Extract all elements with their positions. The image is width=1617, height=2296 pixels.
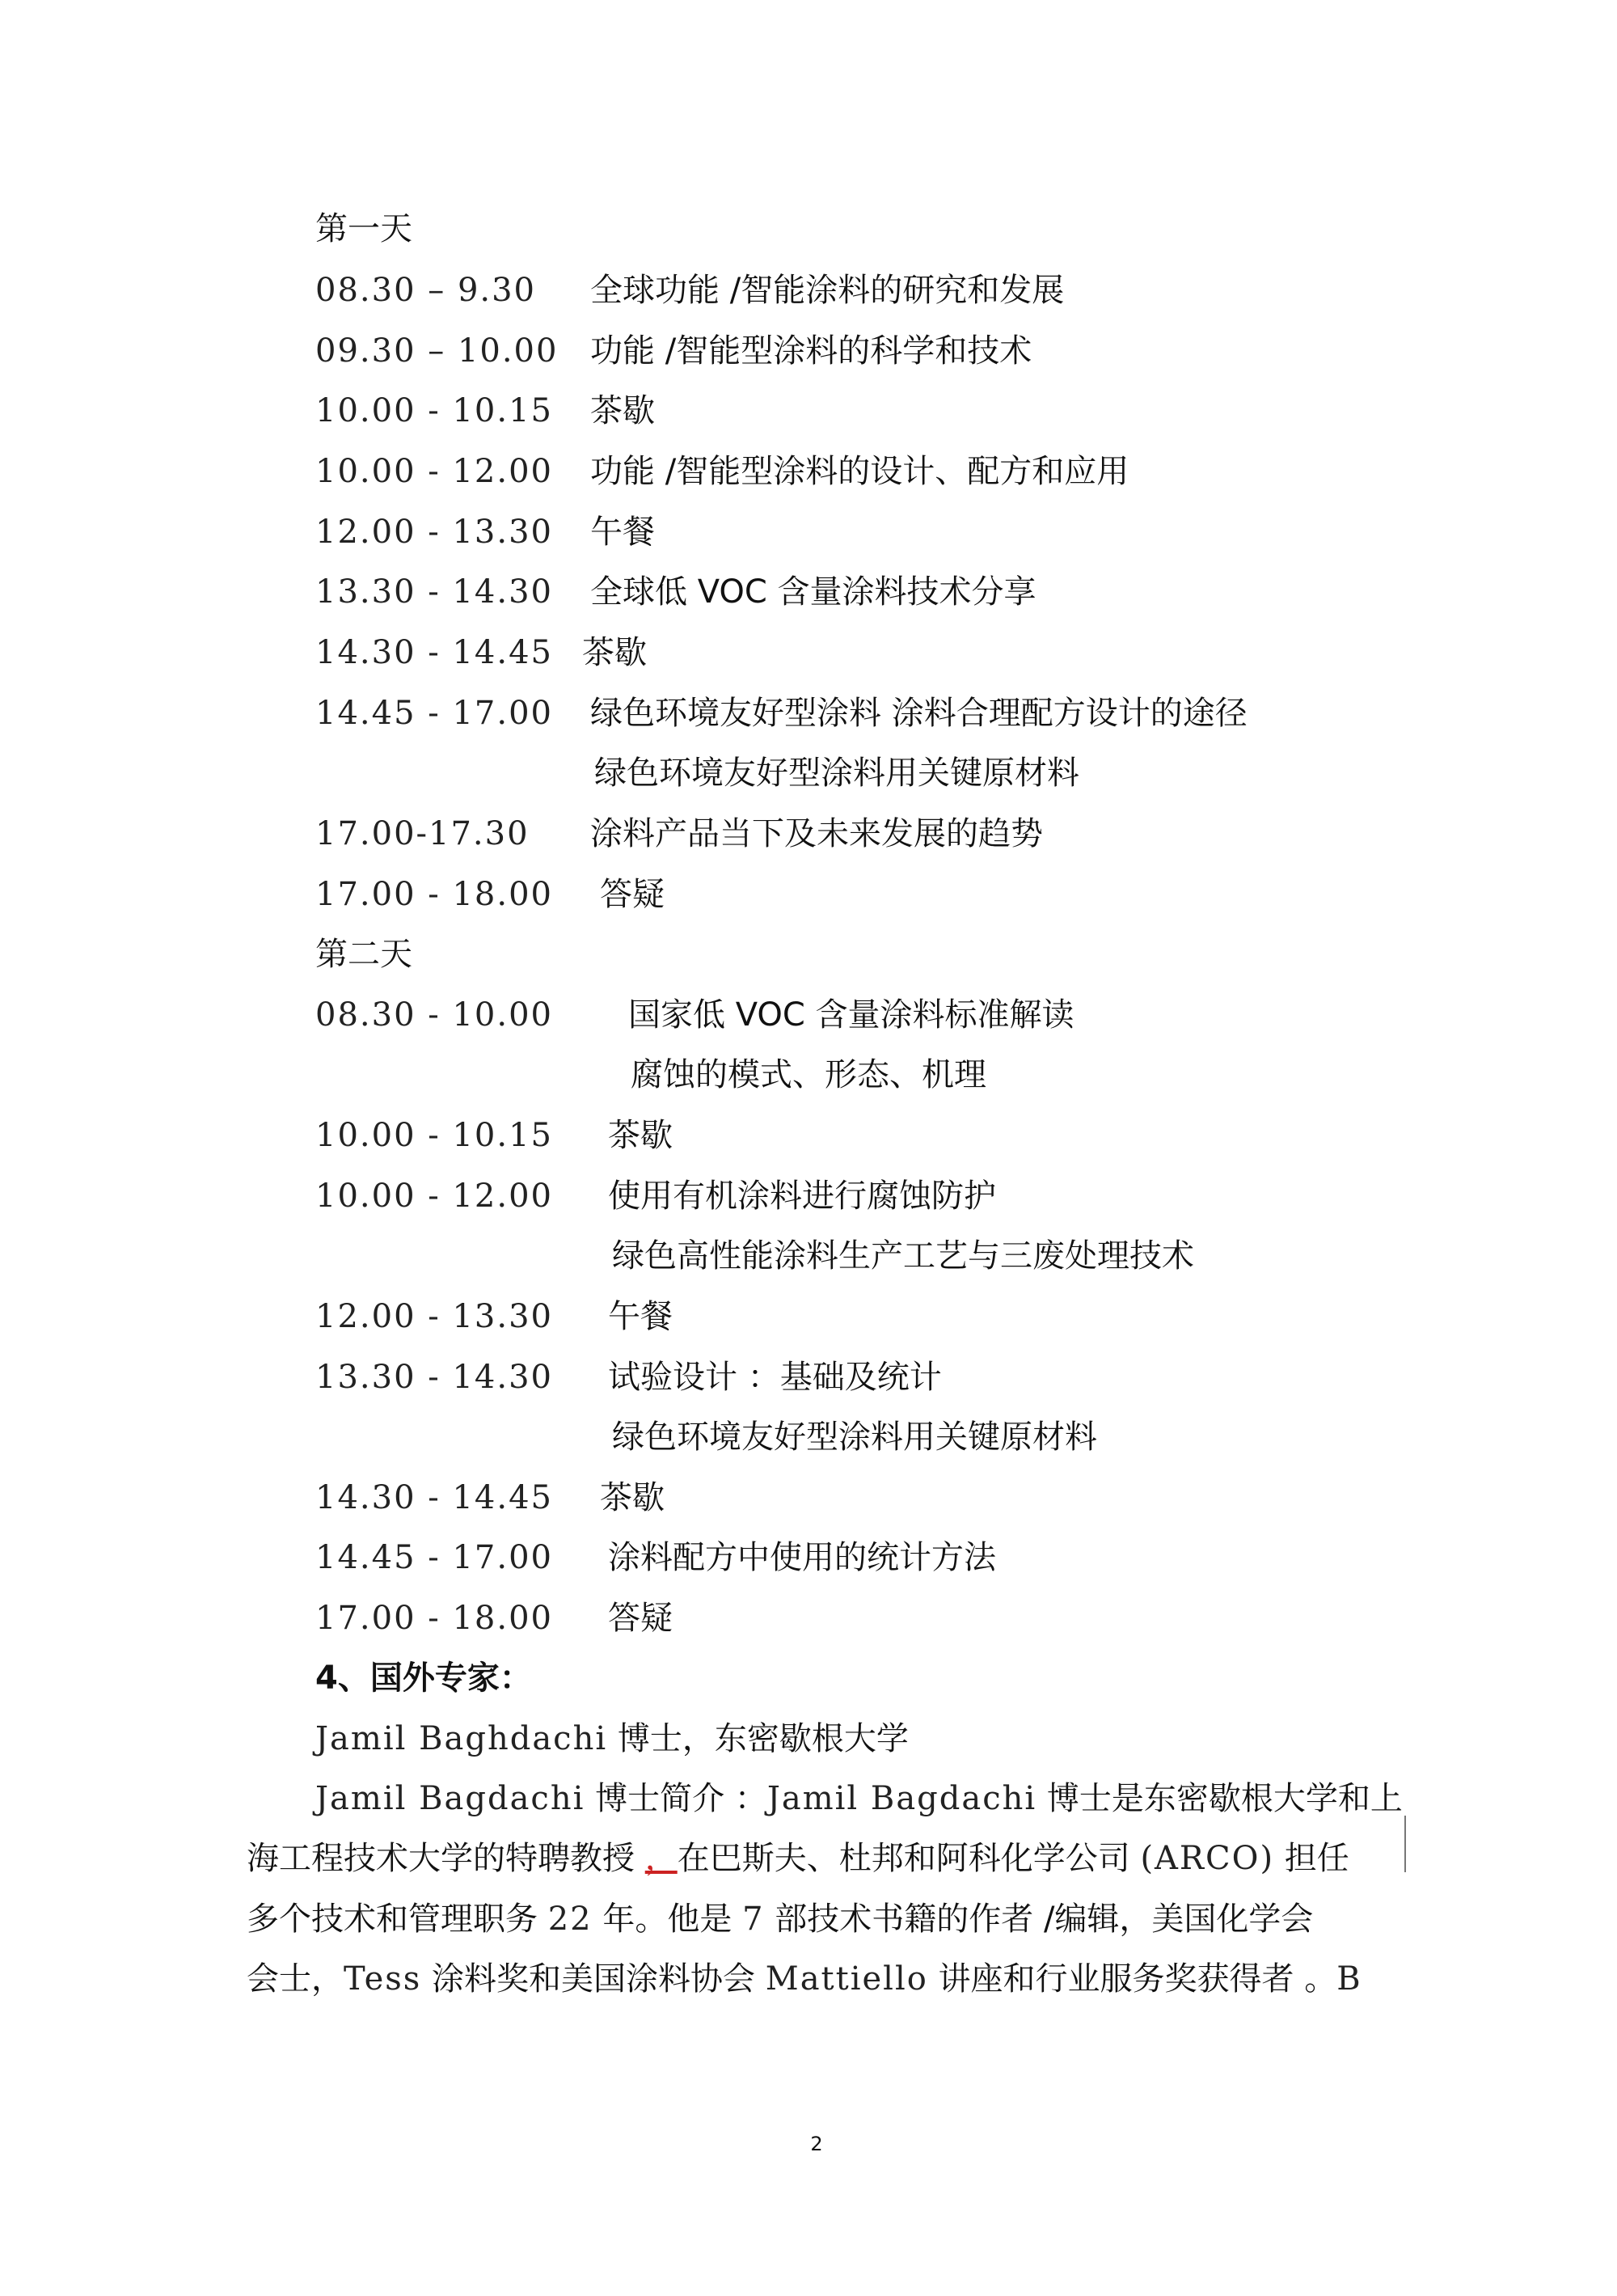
- day2-row-8-desc: 答疑: [608, 1600, 673, 1637]
- day2-row-1-desc-2: 腐蚀的模式、形态、机理: [631, 1056, 986, 1093]
- bio-line-2: 海工程技术大学的特聘教授 ，在巴斯夫、杜邦和阿科化学公司 (ARCO) 担任: [247, 1840, 1349, 1877]
- day2-row-7-desc: 涂料配方中使用的统计方法: [608, 1539, 996, 1576]
- tracked-change-comma: ，: [644, 1840, 678, 1877]
- day2-row-6-desc: 茶歇: [600, 1479, 665, 1516]
- day1-row-10-time: 17.00 - 18.00: [315, 876, 553, 913]
- day1-row-5-desc: 午餐: [590, 514, 655, 551]
- day2-row-8-time: 17.00 - 18.00: [315, 1600, 553, 1637]
- day1-row-6-desc: 全球低 VOC 含量涂料技术分享: [590, 573, 1036, 611]
- day2-row-4-time: 12.00 - 13.30: [315, 1298, 553, 1335]
- change-bar: [1404, 1816, 1406, 1872]
- day2-row-5-time: 13.30 - 14.30: [315, 1359, 553, 1396]
- day1-row-7-time: 14.30 - 14.45: [315, 634, 553, 671]
- day1-row-9-desc: 涂料产品当下及未来发展的趋势: [590, 815, 1043, 852]
- day1-row-6-time: 13.30 - 14.30: [315, 573, 553, 611]
- day1-row-8-desc-2: 绿色环境友好型涂料用关键原材料: [594, 755, 1079, 792]
- day2-row-3-desc: 使用有机涂料进行腐蚀防护: [608, 1178, 996, 1215]
- day2-row-2-desc: 茶歇: [608, 1117, 673, 1154]
- day1-row-2-desc: 功能 /智能型涂料的科学和技术: [590, 332, 1032, 370]
- day1-row-3-time: 10.00 - 10.15: [315, 392, 553, 429]
- expert-name-line: [315, 1719, 909, 1759]
- bio-line-1: Jamil Bagdachi 博士简介 ：Jamil Bagdachi 博士是东密歇根大学和上: [315, 1780, 1403, 1817]
- day2-row-2-time: 10.00 - 10.15: [315, 1117, 553, 1154]
- bio-line-4: 会士，Tess 涂料奖和美国涂料协会 Mattiello 讲座和行业服务奖获得者 。B: [247, 1960, 1362, 1998]
- day2-row-6-time: 14.30 - 14.45: [315, 1479, 553, 1516]
- page-number: 2: [810, 2133, 823, 2155]
- day1-row-1-time: 08.30 – 9.30: [315, 272, 537, 309]
- day1-label: 第一天: [315, 210, 412, 247]
- day2-row-7-time: 14.45 - 17.00: [315, 1539, 553, 1576]
- day1-row-4-desc: 功能 /智能型涂料的设计、配方和应用: [590, 453, 1129, 490]
- expert-name: Jamil Baghdachi: [315, 1720, 608, 1757]
- day2-row-5-desc-2: 绿色环境友好型涂料用关键原材料: [612, 1419, 1097, 1456]
- day2-label: 第二天: [315, 936, 412, 973]
- day1-row-2-time: 09.30 – 10.00: [315, 332, 559, 370]
- day1-row-10-desc: 答疑: [600, 876, 665, 913]
- day1-row-8-desc: 绿色环境友好型涂料 涂料合理配方设计的途径: [590, 695, 1248, 732]
- day2-row-3-time: 10.00 - 12.00: [315, 1178, 553, 1215]
- bio-line-3: 多个技术和管理职务 22 年。他是 7 部技术书籍的作者 /编辑，美国化学会: [247, 1901, 1314, 1938]
- day2-row-3-desc-2: 绿色高性能涂料生产工艺与三废处理技术: [612, 1237, 1194, 1275]
- day1-row-7-desc: 茶歇: [582, 634, 647, 671]
- day1-row-8-time: 14.45 - 17.00: [315, 695, 553, 732]
- experts-heading: 4、国外专家：: [315, 1660, 532, 1697]
- day1-row-1-desc: 全球功能 /智能涂料的研究和发展: [590, 272, 1065, 309]
- day1-row-9-time: 17.00-17.30: [315, 815, 530, 852]
- day2-row-5-desc: 试验设计 ：基础及统计: [608, 1359, 942, 1396]
- day1-row-4-time: 10.00 - 12.00: [315, 453, 553, 490]
- day1-row-3-desc: 茶歇: [590, 392, 655, 429]
- day2-row-1-desc: 国家低 VOC 含量涂料标准解读: [628, 996, 1074, 1034]
- expert-affiliation: 博士，东密歇根大学: [607, 1720, 909, 1757]
- day2-row-4-desc: 午餐: [608, 1298, 673, 1335]
- day2-row-1-time: 08.30 - 10.00: [315, 996, 553, 1034]
- day1-row-5-time: 12.00 - 13.30: [315, 514, 553, 551]
